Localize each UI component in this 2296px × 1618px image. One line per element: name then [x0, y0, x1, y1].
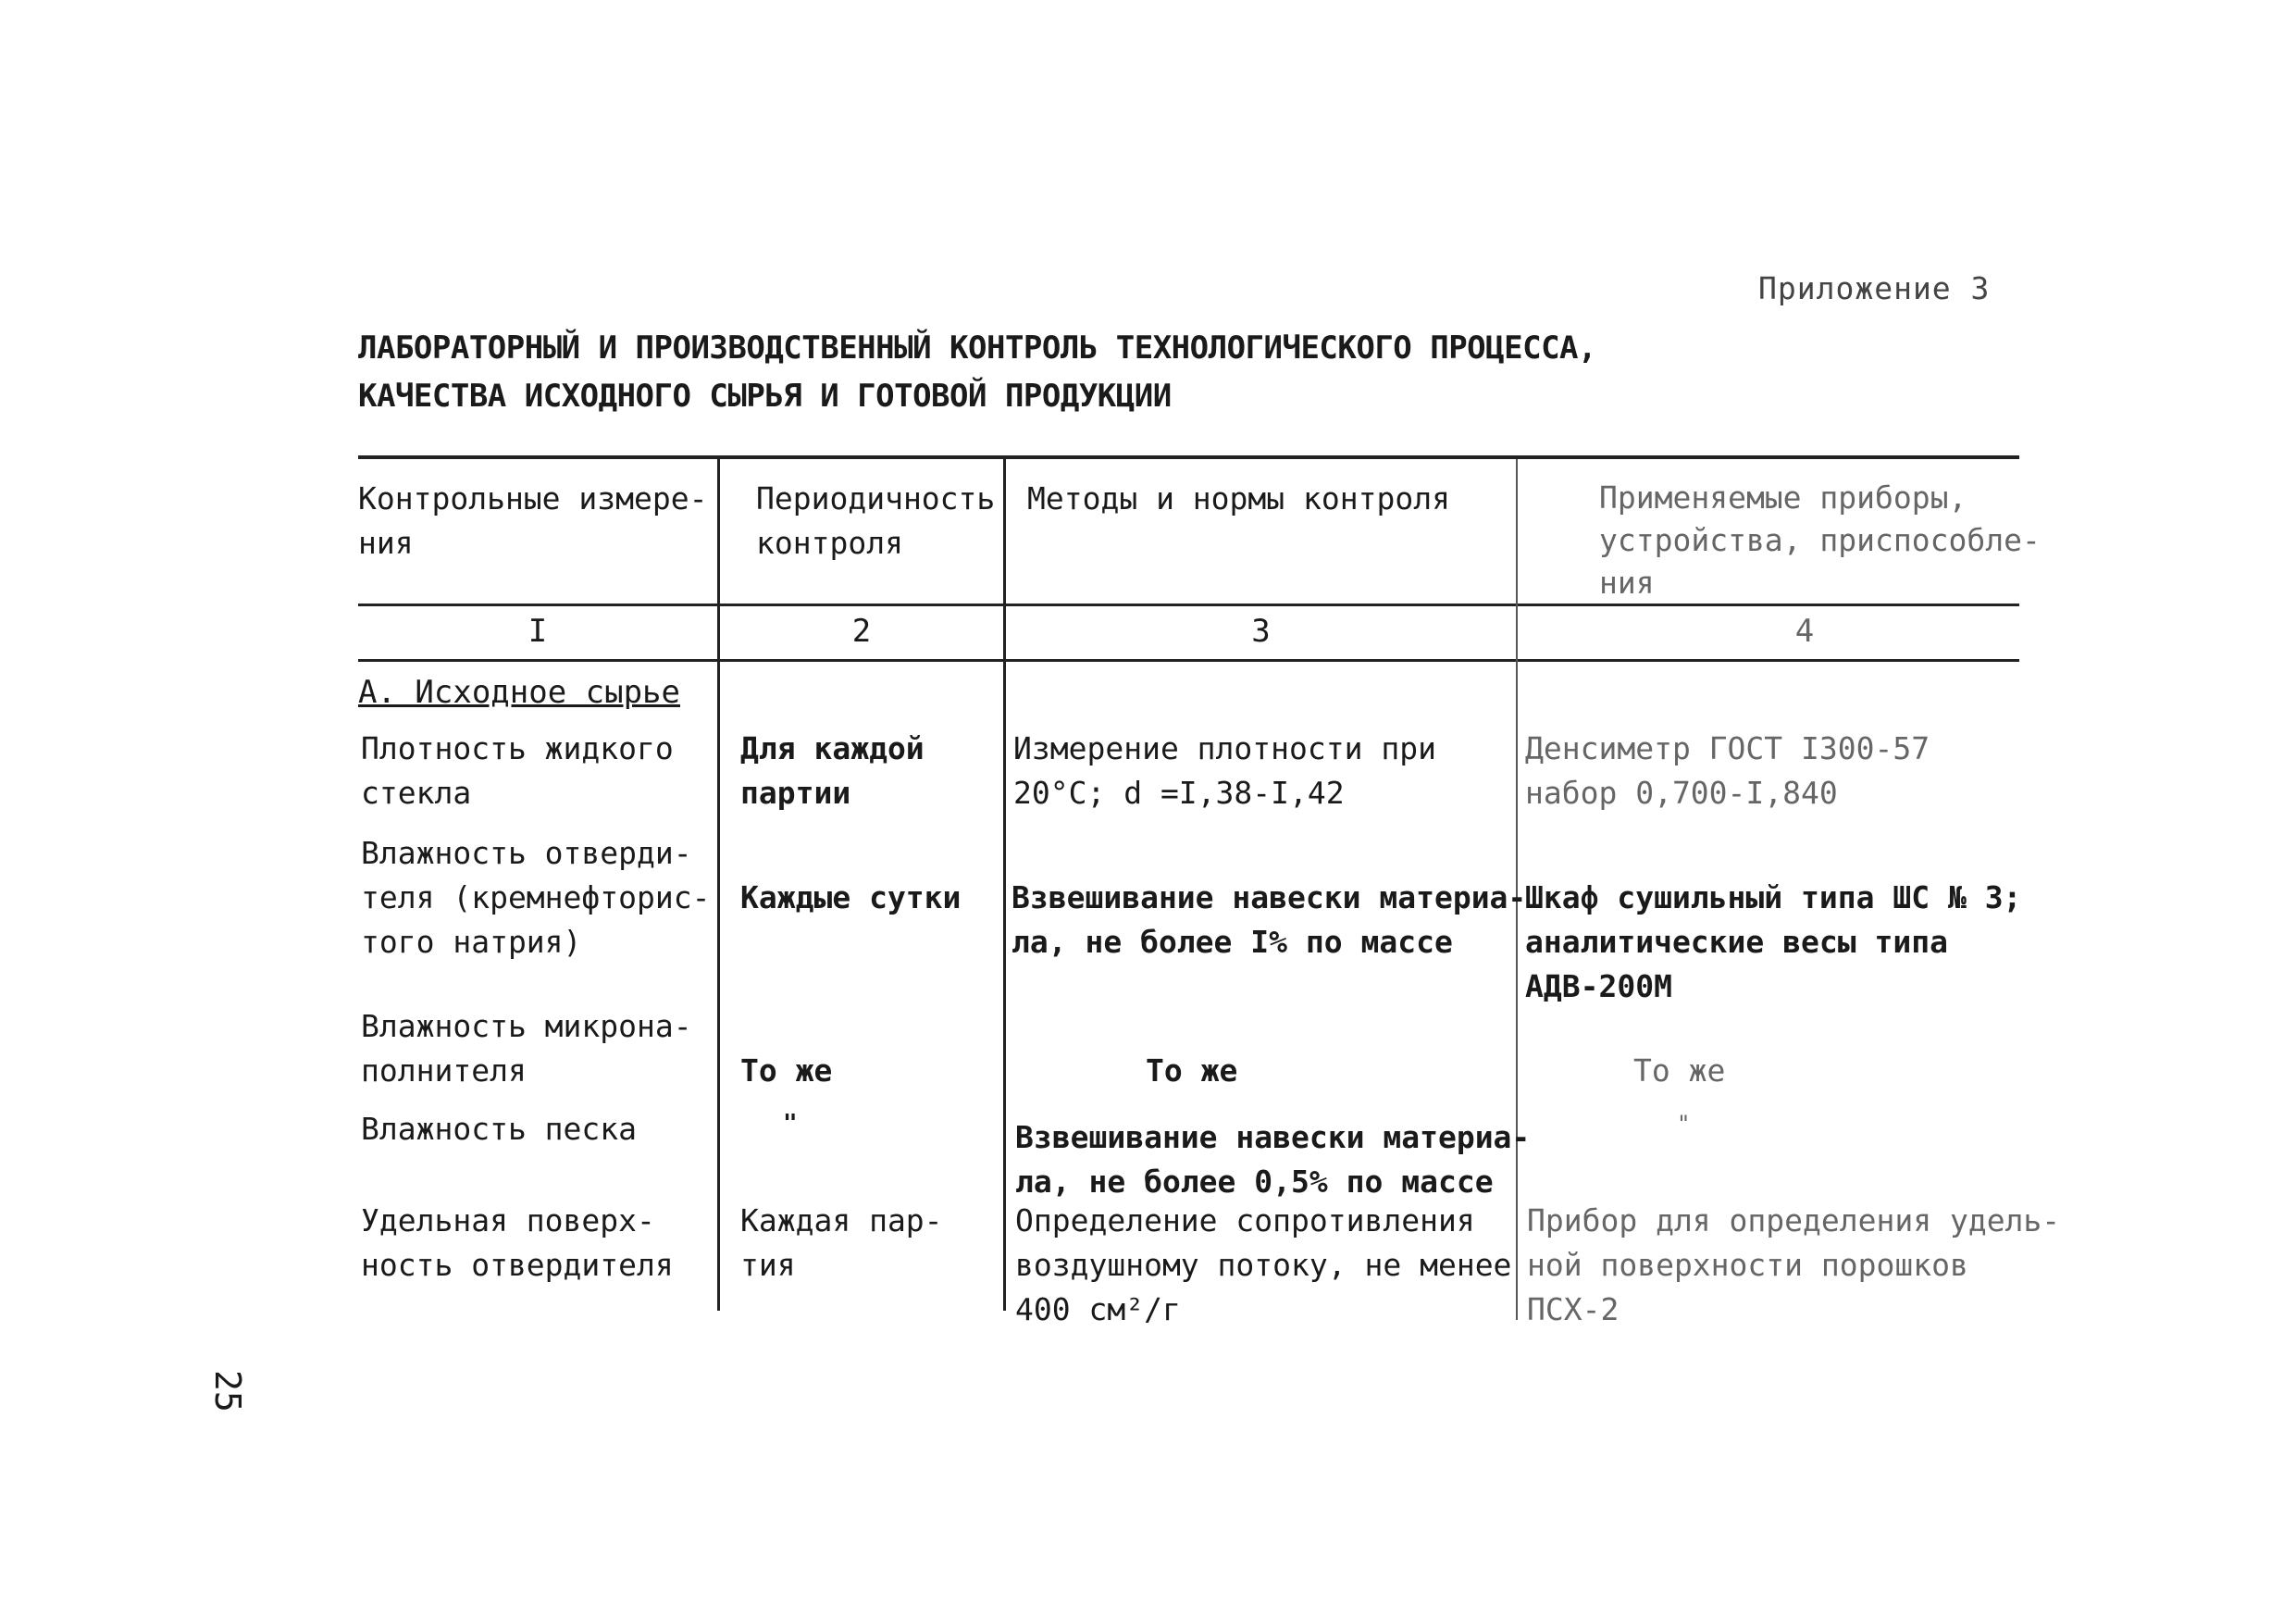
row5-col2	[740, 1199, 943, 1288]
header-col2-line: Периодичность	[756, 480, 996, 517]
cell-line: АДВ-200М	[1525, 968, 1672, 1004]
column-number-2: 2	[851, 613, 872, 650]
row5-col3	[1015, 1199, 1511, 1332]
column-divider-2	[1003, 459, 1006, 1311]
cell-line: Взвешивание навески материа-	[1015, 1119, 1531, 1155]
cell-line: Прибор для определения удель-	[1527, 1202, 2061, 1238]
cell-line: ной поверхности порошков	[1527, 1247, 1968, 1283]
header-col1	[358, 477, 708, 566]
cell-line: теля (кремнефторис-	[361, 879, 711, 915]
row2-col3	[1011, 876, 1526, 965]
row4-col1	[361, 1107, 637, 1151]
row4-col2	[783, 1101, 798, 1146]
cell-line: ность отвердителя	[361, 1247, 674, 1283]
cell-line: Для каждой	[740, 730, 925, 766]
cell-line: полнителя	[361, 1052, 527, 1089]
cell-line: Каждые сутки	[740, 879, 962, 915]
row4-col3	[1015, 1115, 1530, 1204]
cell-line: То же	[740, 1052, 833, 1089]
column-divider-1	[717, 459, 720, 1311]
cell-line: Плотность жидкого	[361, 730, 674, 766]
cell-line: То же	[1633, 1052, 1726, 1089]
cell-line: набор 0,700-I,840	[1525, 775, 1838, 811]
cell-line: 20°С; d =I,38-I,42	[1013, 775, 1345, 811]
section-heading-a: А. Исходное сырье	[358, 674, 680, 711]
row3-col4	[1633, 1049, 1725, 1093]
page-number: 25	[207, 1370, 248, 1413]
cell-line: Измерение плотности при	[1013, 730, 1436, 766]
column-number-4: 4	[1794, 613, 1815, 650]
cell-line: того натрия)	[361, 924, 582, 960]
row3-col1	[361, 1004, 692, 1093]
cell-line: тия	[740, 1247, 796, 1283]
cell-line: 400 см²/г	[1015, 1291, 1181, 1327]
cell-line: То же	[1146, 1052, 1238, 1089]
numbers-bottom-rule	[358, 659, 2019, 662]
column-number-3: 3	[1251, 613, 1271, 650]
cell-line: ла, не более I% по массе	[1011, 924, 1453, 960]
appendix-label: Приложение 3	[1758, 270, 1991, 306]
column-number-1: I	[527, 613, 548, 650]
cell-line: Влажность отверди-	[361, 835, 692, 871]
cell-line: Каждая пар-	[740, 1202, 943, 1238]
header-col4-line: Применяемые приборы,	[1599, 479, 1967, 516]
header-col2	[756, 477, 995, 566]
cell-line: Влажность песка	[361, 1111, 638, 1147]
cell-line: Денсиметр ГОСТ I300-57	[1525, 730, 1930, 766]
row4-col4	[1677, 1101, 1690, 1146]
cell-line: стекла	[361, 775, 472, 811]
header-col3-line: Методы и нормы контроля	[1027, 480, 1450, 517]
cell-line: партии	[740, 775, 851, 811]
row3-col3	[1146, 1049, 1237, 1093]
header-col1-line: Контрольные измере-	[358, 480, 708, 517]
row3-col2	[740, 1049, 832, 1093]
row1-col3	[1013, 727, 1436, 815]
cell-line: "	[783, 1110, 798, 1138]
table-top-rule	[358, 455, 2019, 459]
header-col4-line: устройства, приспособле-	[1599, 522, 2041, 558]
header-col2-line: контроля	[756, 525, 903, 561]
cell-line: воздушному потоку, не менее	[1015, 1247, 1512, 1283]
row2-col4	[1525, 876, 2021, 1009]
document-title-line-1: ЛАБОРАТОРНЫЙ И ПРОИЗВОДСТВЕННЫЙ КОНТРОЛЬ ТЕХНОЛОГИЧЕСКОГО ПРОЦЕССА,	[358, 330, 1596, 367]
cell-line: ла, не более 0,5% по массе	[1015, 1164, 1494, 1200]
header-col4	[1599, 477, 2041, 604]
row5-col4	[1527, 1199, 2060, 1332]
cell-line: Удельная поверх-	[361, 1202, 655, 1238]
row1-col1	[361, 727, 674, 815]
cell-line: Взвешивание навески материа-	[1011, 879, 1527, 915]
cell-line: Влажность микрона-	[361, 1008, 692, 1044]
cell-line: ПСХ-2	[1527, 1291, 1620, 1327]
cell-line: Определение сопротивления	[1015, 1202, 1475, 1238]
cell-line: Шкаф сушильный типа ШС № 3;	[1525, 879, 2022, 915]
row2-col1	[361, 831, 711, 965]
row1-col4	[1525, 727, 1930, 815]
cell-line: аналитические весы типа	[1525, 924, 1948, 960]
header-col4-line: ния	[1599, 565, 1655, 601]
cell-line: "	[1677, 1111, 1691, 1137]
row1-col2	[740, 727, 925, 815]
row5-col1	[361, 1199, 674, 1288]
row2-col2	[740, 876, 961, 920]
header-col1-line: ния	[358, 525, 414, 561]
header-col3	[1027, 477, 1450, 521]
document-title-line-2: КАЧЕСТВА ИСХОДНОГО СЫРЬЯ И ГОТОВОЙ ПРОДУКЦИИ	[358, 378, 1172, 415]
